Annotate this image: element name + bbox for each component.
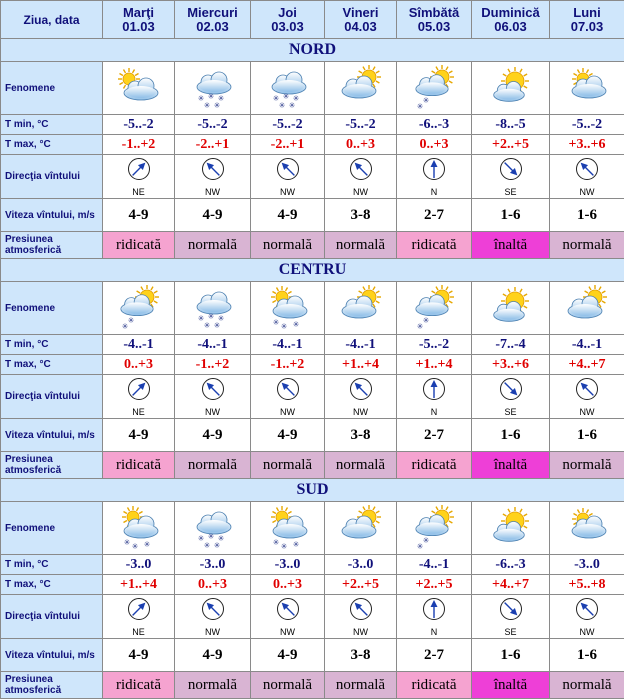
wind-speed-value: 1-6 [550,419,624,452]
pressure-value: normală [251,232,325,259]
pressure-value: ridicată [103,672,175,699]
wind-arrow-icon [127,597,151,626]
svg-text:✳: ✳ [272,318,279,327]
svg-text:✳: ✳ [213,541,220,550]
tmax-row [1,575,624,595]
wind-direction-label: NW [580,407,595,417]
tmax-value: 0..+3 [325,135,397,155]
day-date: 06.03 [472,20,549,34]
wind-direction-cell [325,155,397,199]
weather-cell [103,502,175,555]
wind-arrow-icon [201,597,225,626]
wind-direction-label: N [431,627,438,637]
tmax-value: +3..+6 [472,355,550,375]
pressure-row [1,672,624,699]
row-label-tmax: T max, °C [1,355,103,375]
weather-cell [325,282,397,335]
header-row [1,1,624,39]
day-date: 01.03 [103,20,174,34]
svg-text:✳: ✳ [207,312,214,321]
wind-arrow-icon [422,597,446,626]
wind-direction-cell [251,155,325,199]
pressure-value: normală [325,232,397,259]
tmax-value: +5..+8 [550,575,624,595]
wind-speed-value: 1-6 [472,639,550,672]
region-title: NORD [1,39,624,62]
pressure-value: ridicată [103,452,175,479]
svg-text:✳: ✳ [278,101,285,110]
wind-direction-label: NW [280,627,295,637]
svg-text:✳: ✳ [280,542,287,551]
wind-direction-label: NW [353,187,368,197]
fenomene-row [1,502,624,555]
tmin-value: -4..-1 [550,335,624,355]
wind-speed-value: 1-6 [550,639,624,672]
row-label-fenomene: Fenomene [1,62,103,115]
wind-speed-value: 2-7 [397,419,472,452]
cloud-sun-icon [550,65,624,111]
tmin-value: -4..-1 [175,335,251,355]
tmax-value: 0..+3 [251,575,325,595]
wind-arrow-icon [575,157,599,186]
weather-cell [550,62,624,115]
wind-direction-cell [325,375,397,419]
svg-text:✳: ✳ [272,538,279,547]
svg-text:✳: ✳ [417,542,424,551]
pressure-value: înaltă [472,672,550,699]
tmin-value: -5..-2 [175,115,251,135]
wind-direction-label: N [431,407,438,417]
wind-direction-cell [325,595,397,639]
row-label-fenomene: Fenomene [1,282,103,335]
row-label-speed: Viteza vîntului, m/s [1,419,103,452]
svg-text:✳: ✳ [203,321,210,330]
svg-text:✳: ✳ [292,540,299,549]
wind-direction-cell [550,375,624,419]
wind-direction-cell [397,375,472,419]
sun-cloud-snow-icon [251,505,324,551]
tmin-row [1,335,624,355]
wind-direction-label: NW [580,627,595,637]
weather-cell [397,62,472,115]
sun-small-cloud-icon [472,65,549,111]
weather-cell [550,502,624,555]
svg-text:✳: ✳ [213,101,220,110]
sun-cloud-snow-icon [251,285,324,331]
wind-direction-label: SE [504,187,516,197]
speed-row [1,419,624,452]
tmin-value: -3..0 [103,555,175,575]
row-label-pressure: Presiunea atmosferică [1,452,103,479]
pressure-value: înaltă [472,452,550,479]
wind-arrow-icon [422,377,446,406]
wind-speed-value: 4-9 [103,199,175,232]
pressure-value: normală [550,672,624,699]
wind-speed-value: 4-9 [103,419,175,452]
weather-cell [251,62,325,115]
day-header [397,1,472,39]
tmax-value: 0..+3 [175,575,251,595]
day-date: 02.03 [175,20,250,34]
wind-speed-value: 4-9 [175,199,251,232]
weather-cell [251,282,325,335]
svg-text:✳: ✳ [417,102,424,111]
region-row [1,259,624,282]
svg-text:✳: ✳ [292,94,299,103]
wind-direction-cell [472,155,550,199]
day-name: Sîmbătă [397,6,471,20]
sun-cloud-icon [325,285,396,331]
tmax-value: -1..+2 [175,355,251,375]
row-label-tmin: T min, °C [1,335,103,355]
direction-row [1,375,624,419]
svg-text:✳: ✳ [292,320,299,329]
wind-speed-value: 4-9 [103,639,175,672]
speed-row [1,199,624,232]
day-date: 05.03 [397,20,471,34]
wind-direction-label: SE [504,627,516,637]
wind-direction-label: NW [280,187,295,197]
sun-cloud-light-snow-icon [397,65,471,111]
svg-text:✳: ✳ [217,94,224,103]
row-label-pressure: Presiunea atmosferică [1,232,103,259]
tmax-value: +1..+4 [103,575,175,595]
region-row [1,479,624,502]
wind-arrow-icon [127,377,151,406]
row-label-tmax: T max, °C [1,135,103,155]
wind-speed-value: 4-9 [251,419,325,452]
sun-cloud-icon [325,65,396,111]
tmin-value: -3..0 [251,555,325,575]
wind-speed-value: 3-8 [325,199,397,232]
row-label-speed: Viteza vîntului, m/s [1,199,103,232]
pressure-value: normală [251,672,325,699]
svg-text:✳: ✳ [121,322,128,331]
weather-cell [397,502,472,555]
wind-direction-cell [103,375,175,419]
weather-cell [103,62,175,115]
tmax-value: +4..+7 [472,575,550,595]
svg-text:✳: ✳ [203,541,210,550]
header-label: Ziua, data [1,1,103,39]
tmax-value: +1..+4 [325,355,397,375]
svg-text:✳: ✳ [272,94,279,103]
svg-text:✳: ✳ [423,536,430,545]
wind-speed-value: 4-9 [175,639,251,672]
pressure-value: ridicată [397,672,472,699]
weather-cell [175,502,251,555]
pressure-value: ridicată [103,232,175,259]
pressure-row [1,452,624,479]
row-label-tmin: T min, °C [1,115,103,135]
wind-arrow-icon [499,157,523,186]
tmax-value: +4..+7 [550,355,624,375]
day-name: Duminică [472,6,549,20]
sun-cloud-snow-icon [103,505,174,551]
row-label-speed: Viteza vîntului, m/s [1,639,103,672]
sun-cloud-light-snow-icon [397,285,471,331]
row-label-direction: Direcţia vîntului [1,595,103,639]
wind-direction-cell [175,375,251,419]
tmax-row [1,355,624,375]
svg-text:✳: ✳ [197,94,204,103]
pressure-value: normală [550,452,624,479]
day-date: 03.03 [251,20,324,34]
tmin-row [1,115,624,135]
wind-speed-value: 1-6 [550,199,624,232]
wind-direction-label: NE [132,187,145,197]
wind-direction-cell [251,595,325,639]
weather-cell [472,282,550,335]
wind-arrow-icon [127,157,151,186]
weather-cell [472,62,550,115]
pressure-value: normală [175,452,251,479]
pressure-value: ridicată [397,232,472,259]
tmin-value: -3..0 [325,555,397,575]
partly-cloudy-sun-icon [103,65,174,111]
wind-direction-cell [175,155,251,199]
wind-speed-value: 2-7 [397,639,472,672]
day-date: 07.03 [550,20,624,34]
wind-arrow-icon [201,157,225,186]
day-name: Miercuri [175,6,250,20]
day-name: Luni [550,6,624,20]
day-header [472,1,550,39]
tmax-value: -1..+2 [103,135,175,155]
day-date: 04.03 [325,20,396,34]
wind-arrow-icon [349,157,373,186]
wind-direction-cell [472,595,550,639]
wind-arrow-icon [575,377,599,406]
tmax-value: 0..+3 [397,135,472,155]
tmin-value: -4..-1 [325,335,397,355]
wind-direction-cell [550,595,624,639]
tmax-value: +2..+5 [472,135,550,155]
sun-cloud-icon [550,285,624,331]
day-header [175,1,251,39]
forecast-body [1,1,624,699]
tmin-value: -5..-2 [397,335,472,355]
wind-arrow-icon [276,377,300,406]
svg-text:✳: ✳ [423,96,430,105]
tmax-value: +1..+4 [397,355,472,375]
tmin-value: -5..-2 [251,115,325,135]
pressure-value: înaltă [472,232,550,259]
cloud-sun-icon [550,505,624,551]
wind-speed-value: 1-6 [472,419,550,452]
tmin-value: -3..0 [550,555,624,575]
svg-text:✳: ✳ [197,534,204,543]
wind-direction-label: N [431,187,438,197]
speed-row [1,639,624,672]
sun-small-cloud-icon [472,505,549,551]
weather-cell [103,282,175,335]
direction-row [1,155,624,199]
pressure-value: normală [550,232,624,259]
wind-direction-cell [550,155,624,199]
tmax-value: +2..+5 [325,575,397,595]
wind-direction-label: NE [132,627,145,637]
wind-speed-value: 1-6 [472,199,550,232]
day-header [103,1,175,39]
wind-direction-label: NW [280,407,295,417]
svg-text:✳: ✳ [127,316,134,325]
sun-cloud-light-snow-icon [103,285,174,331]
row-label-tmin: T min, °C [1,555,103,575]
direction-row [1,595,624,639]
weather-cell [251,502,325,555]
wind-speed-value: 4-9 [251,639,325,672]
tmin-value: -5..-2 [103,115,175,135]
sun-cloud-light-snow-icon [397,505,471,551]
tmin-value: -5..-2 [325,115,397,135]
weather-cell [550,282,624,335]
day-name: Vineri [325,6,396,20]
svg-text:✳: ✳ [143,540,150,549]
wind-speed-value: 3-8 [325,639,397,672]
wind-direction-cell [397,155,472,199]
tmin-value: -6..-3 [397,115,472,135]
region-title: SUD [1,479,624,502]
wind-direction-label: NW [353,627,368,637]
tmin-value: -3..0 [175,555,251,575]
cloud-snow-icon [175,285,250,331]
fenomene-row [1,282,624,335]
wind-arrow-icon [201,377,225,406]
tmax-value: -2..+1 [251,135,325,155]
wind-direction-cell [175,595,251,639]
wind-direction-label: NW [205,627,220,637]
day-name: Joi [251,6,324,20]
wind-arrow-icon [349,597,373,626]
tmin-value: -5..-2 [550,115,624,135]
cloud-snow-icon [175,505,250,551]
fenomene-row [1,62,624,115]
tmin-value: -7..-4 [472,335,550,355]
region-row [1,39,624,62]
tmax-value: +3..+6 [550,135,624,155]
day-header [251,1,325,39]
wind-speed-value: 4-9 [251,199,325,232]
day-header [325,1,397,39]
svg-text:✳: ✳ [203,101,210,110]
svg-text:✳: ✳ [213,321,220,330]
tmax-value: 0..+3 [103,355,175,375]
weather-cell [175,62,251,115]
wind-direction-cell [472,375,550,419]
sun-small-cloud-icon [472,285,549,331]
tmax-value: -1..+2 [251,355,325,375]
cloud-snow-icon [175,65,250,111]
wind-direction-label: NW [205,187,220,197]
svg-text:✳: ✳ [207,532,214,541]
wind-arrow-icon [349,377,373,406]
wind-speed-value: 4-9 [175,419,251,452]
pressure-value: normală [251,452,325,479]
tmax-value: -2..+1 [175,135,251,155]
pressure-value: normală [175,232,251,259]
tmax-value: +2..+5 [397,575,472,595]
svg-text:✳: ✳ [282,92,289,101]
row-label-direction: Direcţia vîntului [1,375,103,419]
pressure-value: normală [325,672,397,699]
row-label-fenomene: Fenomene [1,502,103,555]
pressure-row [1,232,624,259]
tmin-value: -4..-1 [397,555,472,575]
svg-text:✳: ✳ [217,534,224,543]
wind-arrow-icon [422,157,446,186]
tmin-value: -4..-1 [103,335,175,355]
weather-cell [472,502,550,555]
tmin-value: -6..-3 [472,555,550,575]
wind-direction-label: SE [504,407,516,417]
tmin-value: -4..-1 [251,335,325,355]
day-name: Marţi [103,6,174,20]
weather-cell [325,502,397,555]
wind-arrow-icon [499,597,523,626]
row-label-tmax: T max, °C [1,575,103,595]
pressure-value: normală [175,672,251,699]
row-label-pressure: Presiunea atmosferică [1,672,103,699]
wind-speed-value: 2-7 [397,199,472,232]
region-title: CENTRU [1,259,624,282]
row-label-direction: Direcţia vîntului [1,155,103,199]
svg-text:✳: ✳ [417,322,424,331]
cloud-snow-icon [251,65,324,111]
tmax-row [1,135,624,155]
tmin-row [1,555,624,575]
svg-text:✳: ✳ [207,92,214,101]
wind-direction-cell [103,595,175,639]
wind-direction-cell [397,595,472,639]
svg-text:✳: ✳ [288,101,295,110]
wind-arrow-icon [276,157,300,186]
wind-direction-label: NW [353,407,368,417]
svg-text:✳: ✳ [123,538,130,547]
svg-text:✳: ✳ [423,316,430,325]
wind-speed-value: 3-8 [325,419,397,452]
weather-cell [325,62,397,115]
wind-arrow-icon [499,377,523,406]
day-header [550,1,624,39]
wind-direction-label: NW [580,187,595,197]
wind-arrow-icon [575,597,599,626]
svg-text:✳: ✳ [280,322,287,331]
weather-cell [397,282,472,335]
wind-direction-cell [251,375,325,419]
pressure-value: ridicată [397,452,472,479]
wind-arrow-icon [276,597,300,626]
wind-direction-label: NE [132,407,145,417]
weather-cell [175,282,251,335]
wind-direction-label: NW [205,407,220,417]
svg-text:✳: ✳ [217,314,224,323]
wind-direction-cell [103,155,175,199]
pressure-value: normală [325,452,397,479]
tmin-value: -8..-5 [472,115,550,135]
sun-cloud-icon [325,505,396,551]
svg-text:✳: ✳ [131,542,138,551]
svg-text:✳: ✳ [197,314,204,323]
